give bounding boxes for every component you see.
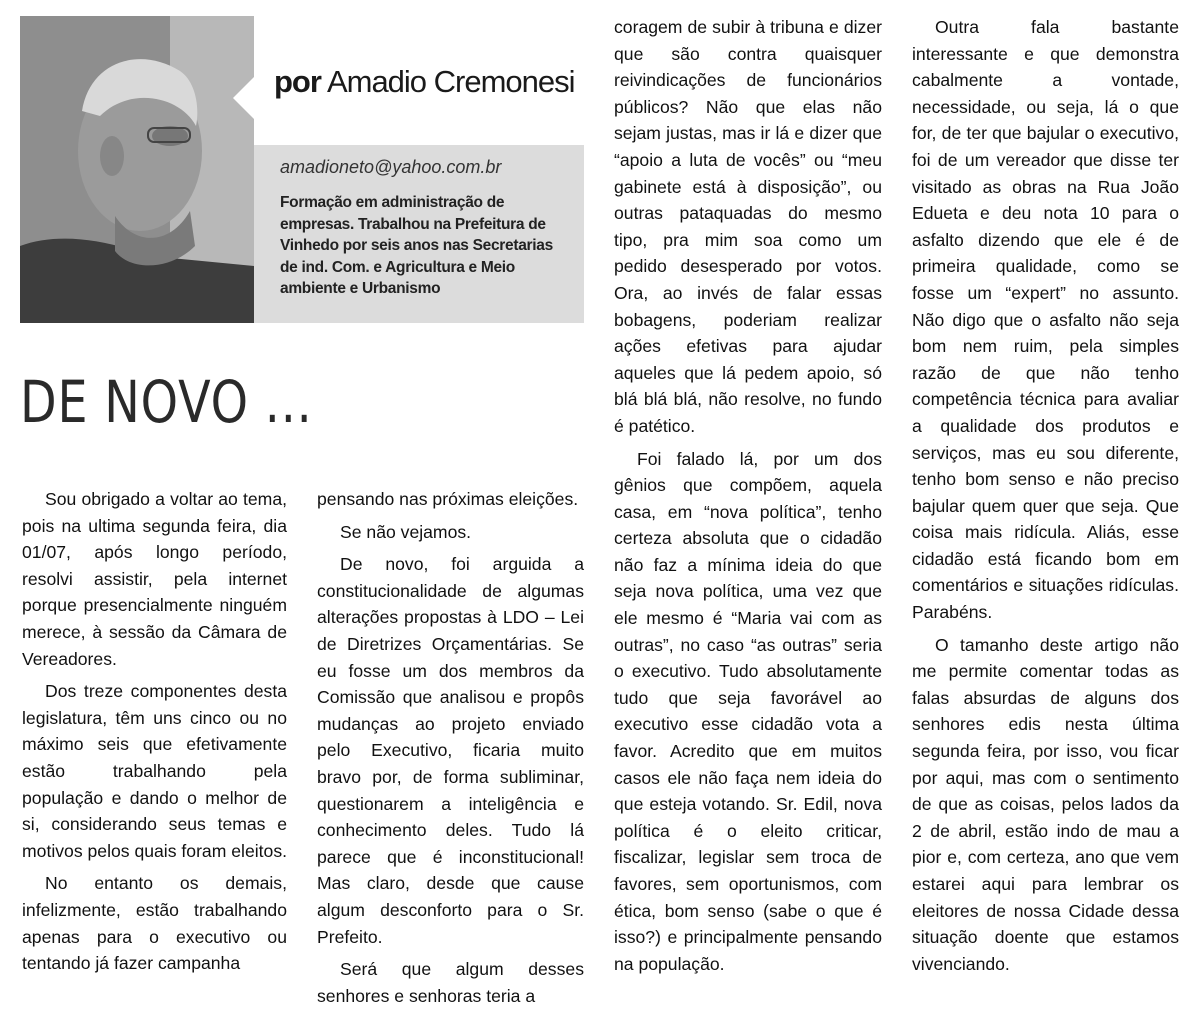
paragraph: pensando nas próximas eleições. — [317, 489, 579, 509]
author-portrait-icon — [20, 16, 254, 323]
paragraph: Outra fala bastante interessante e que demonstra cabalmente a vontade, necessidade, ou seja, lá o que for, de ter que bajular o executivo, foi de um vereador que disse ter visitado as obras na Rua João Edueta e deu nota 10 para o asfalto dizendo que ele é de primeira qualidade, como se fosse um “expert” no assunto. Não digo que o asfalto não seja bom nem ruim, pela simples razão de que não tenho competência técnica para avaliar a qualidade dos produtos e serviços, mas eu sou diferente, tenho bom senso e não preciso bajular quem quer que seja. Que coisa mais ridícula. Aliás, esse cidadão está ficando bom em comentários e situações ridículas. Parabéns. — [912, 17, 1179, 623]
paragraph: Foi falado lá, por um dos gênios que compõem, aquela casa, em “nova política”, tenho certeza absoluta que o cidadão não faz a mínima ideia do que seja nova política, uma vez que ele mesmo é “Maria vai com as outras”, no caso “as outras” seria o executivo. Tudo absolutamente tudo que seja favorável ao executivo esse cidadão vota a favor. Acredito que em muitos casos ele não faça nem ideia do que esteja votando. Sr. Edil, nova política é o eleito criticar, fiscalizar, legislar sem troca de favores, sem oportunismos, com ética, bom senso (sabe o que é isso?) e principalmente pensando na população. — [614, 448, 882, 974]
paragraph: Sou obrigado a voltar ao tema, pois na ultima segunda feira, dia 01/07, após longo período, resolvi assistir, pela internet porque presencialmente ninguém merece, à sessão da Câmara de Vereadores. — [22, 489, 287, 669]
photo-notch — [233, 76, 255, 120]
paragraph: De novo, foi arguida a constitucionalidade de algumas alterações propostas à LDO – Lei de Diretrizes Orçamentárias. Se eu fosse um dos membros da Comissão que analisou e propôs mudanças ao projeto enviado pelo Executivo, ficaria muito bravo por, de forma subliminar, questionarem a inteligência e conhecimento deles. Tudo lá parece que é inconstitucional! Mas claro, desde que cause algum desconforto para o Sr. Prefeito. — [317, 554, 584, 947]
author-email[interactable]: amadioneto@yahoo.com.br — [280, 157, 502, 177]
paragraph: coragem de subir à tribuna e dizer que são contra quaisquer reivindicações de funcionários públicos? Não que elas não sejam justas, mas ir lá e dizer que “apoio a luta de vocês” ou “meu gabinete está à disposição”, ou outras pataquadas do mesmo tipo, pra mim soa como um pedido desesperado por votos. Ora, ao invés de falar essas bobagens, poderiam realizar ações efetivas para ajudar aqueles que lá pedem apoio, só blá blá blá, não resolve, no fundo é patético. — [614, 17, 882, 436]
paragraph: O tamanho deste artigo não me permite comentar todas as falas absurdas de alguns dos senhores edis nesta última segunda feira, por isso, vou ficar por aqui, mas com o sentimento de que as coisas, pelos lados da 2 de abril, estão indo de mau a pior e, com certeza, ano que vem estarei aqui para lembrar os eleitores de nossa Cidade dessa situação doente que estamos vivenciando. — [912, 634, 1179, 974]
article-column-3 — [614, 14, 882, 983]
paragraph: No entanto os demais, infelizmente, estão trabalhando apenas para o executivo ou tentando já fazer campanha — [22, 873, 287, 974]
author-bio: Formação em administração de empresas. Trabalhou na Prefeitura de Vinhedo por seis anos nas Secretarias de ind. Com. e Agricultura e Meio ambiente e Urbanismo — [280, 194, 553, 297]
article-column-1 — [22, 486, 287, 983]
article-column-2 — [317, 486, 584, 1015]
paragraph: Será que algum desses senhores e senhoras teria a — [317, 959, 584, 1006]
author-bio-box — [254, 145, 584, 323]
author-name: Amadio Cremonesi — [326, 64, 575, 99]
article-title: DE NOVO ... — [20, 368, 313, 436]
article-column-4 — [912, 14, 1179, 983]
author-photo — [20, 16, 254, 323]
byline-prefix: por — [274, 64, 321, 99]
author-byline — [274, 64, 575, 100]
paragraph: Se não vejamos. — [340, 521, 472, 542]
paragraph: Dos treze componentes desta legislatura, têm uns cinco ou no máximo seis que efetivamente estão trabalhando pela população e dando o melhor de si, considerando seus temas e motivos pelos quais foram eleitos. — [22, 681, 288, 861]
